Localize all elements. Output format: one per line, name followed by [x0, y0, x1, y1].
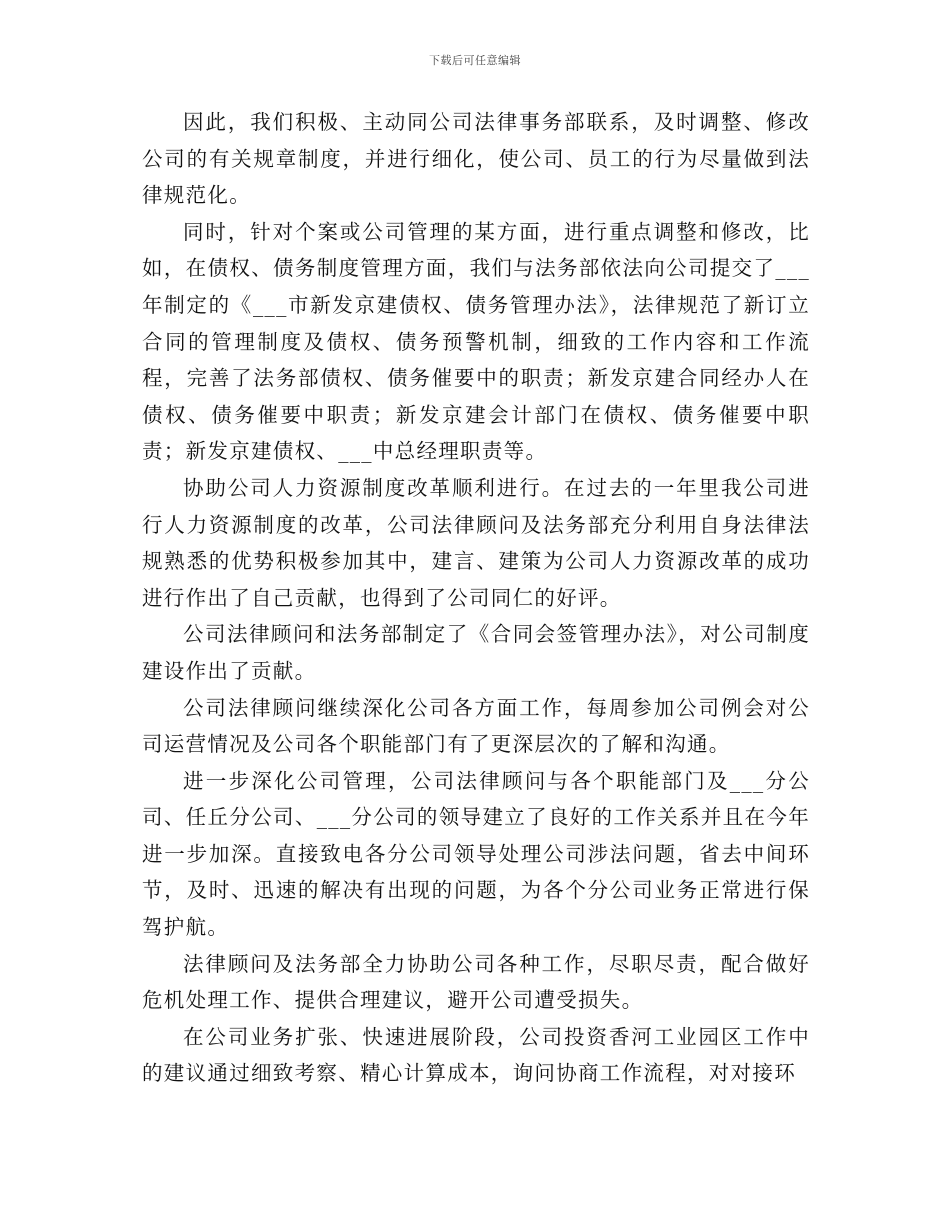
paragraph-8: 在公司业务扩张、快速进展阶段，公司投资香河工业园区工作中的建议通过细致考察、精心计算成本，询问协商工作流程，对对接环	[142, 1024, 810, 1086]
document-body	[142, 104, 810, 1092]
paragraph-6: 进一步深化公司管理，公司法律顾问与各个职能部门及___分公司、任丘分公司、___分公司的领导建立了良好的工作关系并且在今年进一步加深。直接致电各分公司领导处理公司涉法问题，省去中间环节，及时、迅速的解决有出现的问题，为各个分公司业务正常进行保驾护航。	[142, 768, 810, 940]
paragraph-1: 因此，我们积极、主动同公司法律事务部联系，及时调整、修改公司的有关规章制度，并进行细化，使公司、员工的行为尽量做到法律规范化。	[142, 110, 810, 208]
page-header: 下载后可任意编辑	[429, 54, 521, 67]
paragraph-3: 协助公司人力资源制度改革顺利进行。在过去的一年里我公司进行人力资源制度的改革，公司法律顾问及法务部充分利用自身法律法规熟悉的优势积极参加其中，建言、建策为公司人力资源改革的成功进行作出了自己贡献，也得到了公司同仁的好评。	[142, 475, 810, 610]
paragraph-7: 法律顾问及法务部全力协助公司各种工作，尽职尽责，配合做好危机处理工作、提供合理建议，避开公司遭受损失。	[142, 951, 810, 1013]
paragraph-2: 同时，针对个案或公司管理的某方面，进行重点调整和修改，比如，在债权、债务制度管理方面，我们与法务部依法向公司提交了___年制定的《___市新发京建债权、债务管理办法》，法律规范了新订立合同的管理制度及债权、债务预警机制，细致的工作内容和工作流程，完善了法务部债权、债务催要中的职责；新发京建合同经办人在债权、债务催要中职责；新发京建会计部门在债权、债务催要中职责；新发京建债权、___中总经理职责等。	[142, 219, 810, 464]
paragraph-5: 公司法律顾问继续深化公司各方面工作，每周参加公司例会对公司运营情况及公司各个职能部门有了更深层次的了解和沟通。	[142, 695, 810, 757]
paragraph-4: 公司法律顾问和法务部制定了《合同会签管理办法》，对公司制度建设作出了贡献。	[142, 622, 810, 683]
